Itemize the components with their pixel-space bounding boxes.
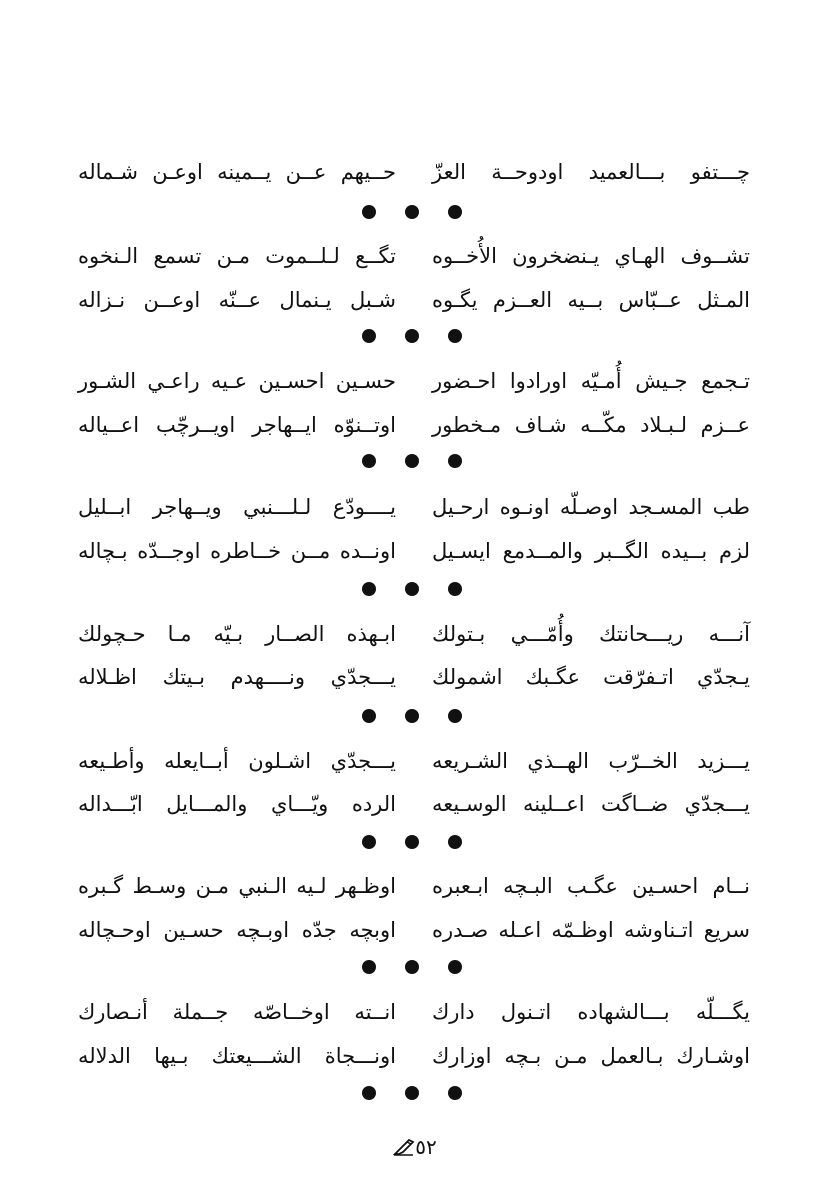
verse-first-hemistich: لزم بــيده الگــبر والمــدمع ايسـيل bbox=[432, 539, 750, 563]
verse-line bbox=[78, 1036, 750, 1076]
quill-pen-icon bbox=[393, 1138, 415, 1156]
verse-first-hemistich: عــزم لـبـلاد مكّــه شـاف مـخطور bbox=[432, 413, 750, 437]
verse-line bbox=[78, 741, 750, 781]
verse-line bbox=[78, 152, 750, 192]
stanza-separator bbox=[362, 580, 462, 598]
separator-dot bbox=[362, 205, 376, 219]
separator-dot bbox=[448, 960, 462, 974]
verse-line bbox=[78, 614, 750, 654]
separator-dot bbox=[362, 960, 376, 974]
verse-second-hemistich: تگــع لـلــموت مـن تسمع الـنخوه bbox=[78, 244, 396, 268]
separator-dot bbox=[405, 709, 419, 723]
verse-second-hemistich: يـــجدّي اشـلون أبــايعله وأطـيعه bbox=[78, 749, 396, 773]
verse-first-hemistich: سريع اتـناوشه اوظـمّه اعـله صـدره bbox=[432, 918, 750, 942]
separator-dot bbox=[405, 329, 419, 343]
verse-line bbox=[78, 236, 750, 276]
separator-dot bbox=[362, 1086, 376, 1100]
verse-second-hemistich: حسـين احسـين عـيه راعـي الشـور bbox=[78, 369, 396, 393]
separator-dot bbox=[448, 454, 462, 468]
verse-line bbox=[78, 992, 750, 1032]
verse-line bbox=[78, 361, 750, 401]
separator-dot bbox=[448, 582, 462, 596]
verse-second-hemistich: الرده ويّـــاي والمـــايل ابّـــداله bbox=[78, 792, 396, 816]
verse-first-hemistich: يـــزيد الخــرّب الهــذي الشـريعه bbox=[432, 749, 750, 773]
stanza-separator bbox=[362, 327, 462, 345]
separator-dot bbox=[405, 454, 419, 468]
stanza-separator bbox=[362, 833, 462, 851]
verse-first-hemistich: آنـــه ريـــحانتك وأُمّـــي بـتولك bbox=[432, 622, 750, 646]
verse-second-hemistich: ابـهذه الصــار بـيّه مـا حـچولك bbox=[78, 622, 396, 646]
verse-second-hemistich: يـــجدّي ونــــهدم بـيتك اظـلاله bbox=[78, 665, 396, 689]
verse-second-hemistich: شـبل يـنمال عــنّه اوعــن نـزاله bbox=[78, 288, 396, 312]
separator-dot bbox=[405, 582, 419, 596]
separator-dot bbox=[405, 205, 419, 219]
verse-line bbox=[78, 657, 750, 697]
verse-line bbox=[78, 784, 750, 824]
separator-dot bbox=[362, 835, 376, 849]
separator-dot bbox=[405, 1086, 419, 1100]
separator-dot bbox=[448, 329, 462, 343]
verse-second-hemistich: حــيهم عــن يــمينه اوعـن شـماله bbox=[78, 160, 396, 184]
verse-first-hemistich: طب المسـجد اوصـلّه اونـوه ارحـيل bbox=[432, 495, 750, 519]
page-number bbox=[380, 1133, 450, 1161]
verse-second-hemistich: اونـــجاة الشـــيعتك بـيها الدلاله bbox=[78, 1044, 396, 1068]
separator-dot bbox=[362, 709, 376, 723]
verse-line bbox=[78, 487, 750, 527]
verse-first-hemistich: المـثل عــبّاس بــيه العــزم يگـوه bbox=[432, 288, 750, 312]
separator-dot bbox=[448, 835, 462, 849]
verse-first-hemistich: نــام احسـين عگـب البـچه ابـعبره bbox=[432, 874, 750, 898]
separator-dot bbox=[448, 709, 462, 723]
separator-dot bbox=[362, 582, 376, 596]
verse-line bbox=[78, 531, 750, 571]
verse-first-hemistich: تشــوف الهـاي يـنضخرون الأُخــوه bbox=[432, 244, 750, 268]
stanza-separator bbox=[362, 707, 462, 725]
separator-dot bbox=[362, 329, 376, 343]
verse-line bbox=[78, 910, 750, 950]
verse-second-hemistich: انــته اوخــاصّه جــملة أنـصارك bbox=[78, 1000, 396, 1024]
separator-dot bbox=[448, 1086, 462, 1100]
verse-first-hemistich: يـــجدّي ضــاگت اعــلينه الوسـيعه bbox=[432, 792, 750, 816]
separator-dot bbox=[405, 835, 419, 849]
separator-dot bbox=[362, 454, 376, 468]
verse-first-hemistich: اوشـارك بـالعمل مـن بـچه اوزارك bbox=[432, 1044, 750, 1068]
verse-first-hemistich: چـــتفو بـــالعميد اودوحــة العزّ bbox=[432, 160, 750, 184]
verse-second-hemistich: اونــده مــن خــاطره اوجــدّه بـچاله bbox=[78, 539, 396, 563]
stanza-separator bbox=[362, 1084, 462, 1102]
separator-dot bbox=[448, 205, 462, 219]
verse-first-hemistich: يـجدّي اتـفرّقت عگـبك اشمولك bbox=[432, 665, 750, 689]
verse-second-hemistich: اوتــنوّه ايــهاجر اويــرچّب اعــياله bbox=[78, 413, 396, 437]
verse-line bbox=[78, 405, 750, 445]
page-number-text: ٥٢ bbox=[415, 1135, 437, 1159]
verse-first-hemistich: يگـــلّه بـــالشهاده اتـنول دارك bbox=[432, 1000, 750, 1024]
verse-line bbox=[78, 866, 750, 906]
stanza-separator bbox=[362, 958, 462, 976]
verse-second-hemistich: يــــودّع لـلـــنبي ويــهاجر ابــليل bbox=[78, 495, 396, 519]
verse-second-hemistich: اوبچه جدّه اوبـچه حسـين اوحـچاله bbox=[78, 918, 396, 942]
separator-dot bbox=[405, 960, 419, 974]
stanza-separator bbox=[362, 203, 462, 221]
verse-second-hemistich: اوظـهر لـيه الـنبي مـن وسـط گـبره bbox=[78, 874, 396, 898]
verse-first-hemistich: تـجمع جـيش أُمـيّه اورادوا احـضور bbox=[432, 369, 750, 393]
stanza-separator bbox=[362, 452, 462, 470]
verse-line bbox=[78, 280, 750, 320]
